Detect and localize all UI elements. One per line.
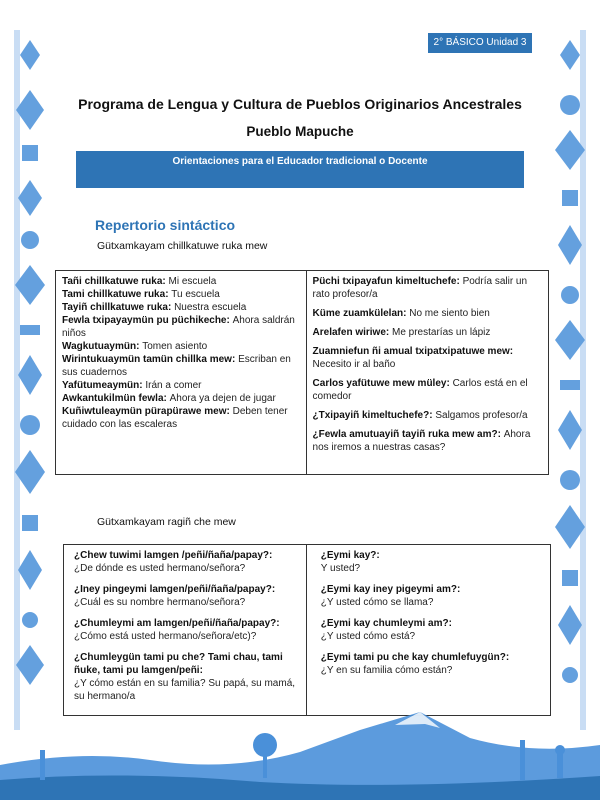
phrase-translation: Me prestarías un lápiz bbox=[392, 327, 491, 338]
phrase-entry bbox=[62, 392, 300, 405]
phrase-separator: : bbox=[139, 380, 146, 391]
phrase-translation: Mi escuela bbox=[168, 276, 217, 287]
phrase-mapudungun: Tañi chillkatuwe ruka bbox=[62, 276, 163, 287]
phrase-separator: : bbox=[376, 550, 380, 561]
phrase-translation: Escriban en sus cuadernos bbox=[62, 354, 291, 378]
phrase-entry bbox=[313, 345, 542, 371]
phrase-separator: : bbox=[497, 429, 504, 440]
phrase-entry bbox=[321, 549, 544, 575]
phrase-translation: ¿Y usted cómo se llama? bbox=[320, 597, 434, 608]
phrase-mapudungun: Küme zuamkülelan bbox=[312, 308, 404, 319]
phrase-translation: Nuestra escuela bbox=[174, 302, 247, 313]
phrase-separator: : bbox=[509, 346, 514, 357]
phrase-separator: : bbox=[271, 584, 276, 595]
phrase-translation: ¿Y usted cómo está? bbox=[320, 631, 416, 642]
subheading-family: Gütxamkayam ragiñ che mew bbox=[97, 516, 236, 528]
phrase-mapudungun: ¿Eymi tami pu che kay chumlefuygün? bbox=[320, 652, 506, 663]
phrase-entry bbox=[74, 549, 300, 575]
phrase-entry bbox=[62, 275, 300, 288]
school-phrases-left bbox=[56, 271, 307, 475]
phrase-translation: Tomen asiento bbox=[142, 341, 208, 352]
phrase-entry bbox=[62, 379, 300, 392]
phrase-mapudungun: Tami chillkatuwe ruka bbox=[62, 289, 166, 300]
phrase-mapudungun: Kuñiwtuleaymün pürapürawe mew bbox=[62, 406, 227, 417]
andes-landscape-art bbox=[0, 690, 600, 800]
phrase-mapudungun: Carlos yafütuwe mew müley bbox=[312, 378, 447, 389]
phrase-separator: : bbox=[269, 550, 273, 561]
phrase-separator: : bbox=[231, 354, 239, 365]
phrase-mapudungun: Yafütumeaymün bbox=[62, 380, 140, 391]
phrase-entry bbox=[62, 353, 300, 379]
phrase-mapudungun: Wirintukuaymün tamün chillka mew bbox=[62, 354, 232, 365]
subheading-school: Gütxamkayam chillkatuwe ruka mew bbox=[97, 240, 268, 252]
phrase-entry bbox=[313, 307, 542, 320]
phrase-entry bbox=[313, 377, 542, 403]
banner bbox=[76, 151, 524, 188]
phrase-mapudungun: ¿Eymi kay iney pigeymi am? bbox=[320, 584, 457, 595]
phrase-separator: : bbox=[226, 315, 233, 326]
phrase-separator: : bbox=[163, 393, 170, 404]
phrase-entry bbox=[62, 301, 300, 314]
phrase-mapudungun: ¿Iney pingeymi lamgen/peñi/ñaña/papay? bbox=[74, 584, 272, 595]
phrase-mapudungun: ¿Chumleymi am lamgen/peñi/ñaña/papay? bbox=[74, 618, 277, 629]
phrase-separator: : bbox=[456, 276, 463, 287]
phrase-separator: : bbox=[162, 276, 169, 287]
phrase-entry bbox=[74, 583, 300, 609]
phrase-translation: ¿Y cómo están en su familia? Su papá, su mamá, su hermano/a bbox=[74, 678, 296, 702]
phrase-entry bbox=[74, 617, 300, 643]
phrase-entry bbox=[313, 275, 542, 301]
phrase-translation: Ahora saldrán niños bbox=[62, 315, 295, 339]
document-title: Programa de Lengua y Cultura de Pueblos Originarios Ancestrales bbox=[78, 96, 522, 112]
phrase-translation: ¿Cómo está usted hermano/señora/etc)? bbox=[74, 631, 257, 642]
phrase-translation: ¿Cuál es su nombre hermano/señora? bbox=[74, 597, 246, 608]
phrase-translation: Podría salir un rato profesor/a bbox=[312, 276, 528, 300]
phrase-entry bbox=[62, 405, 300, 431]
school-phrases-table bbox=[55, 270, 549, 475]
phrase-separator: : bbox=[276, 618, 280, 629]
phrase-separator: : bbox=[385, 327, 392, 338]
phrase-separator: : bbox=[429, 410, 436, 421]
phrase-translation: Ahora ya dejen de jugar bbox=[169, 393, 276, 404]
grade-unit-badge: 2° BÁSICO Unidad 3 bbox=[428, 33, 532, 53]
phrase-mapudungun: ¿Eymi kay chumleymi am? bbox=[320, 618, 449, 629]
phrase-separator: : bbox=[448, 618, 452, 629]
document-subtitle: Pueblo Mapuche bbox=[246, 124, 354, 139]
phrase-mapudungun: ¿Fewla amutuayiñ tayiñ ruka mew am? bbox=[312, 429, 498, 440]
phrase-translation: Deben tener cuidado con las escaleras bbox=[62, 406, 288, 430]
phrase-separator: : bbox=[403, 308, 410, 319]
phrase-translation: No me siento bien bbox=[409, 308, 490, 319]
phrase-mapudungun: Wagkutuaymün bbox=[62, 341, 137, 352]
phrase-translation: Necesito ir al baño bbox=[312, 359, 396, 370]
phrase-mapudungun: Arelafen wiriwe bbox=[312, 327, 386, 338]
phrase-separator: : bbox=[226, 406, 233, 417]
phrase-translation: ¿De dónde es usted hermano/señora? bbox=[74, 563, 246, 574]
phrase-translation: Y usted? bbox=[320, 563, 361, 574]
phrase-translation: Salgamos profesor/a bbox=[435, 410, 528, 421]
phrase-separator: : bbox=[199, 665, 203, 676]
phrase-translation: ¿Y en su familia cómo están? bbox=[320, 665, 453, 676]
phrase-separator: : bbox=[456, 584, 461, 595]
phrase-separator: : bbox=[165, 289, 172, 300]
phrase-mapudungun: Awkantukilmün fewla bbox=[62, 393, 164, 404]
phrase-translation: Tu escuela bbox=[171, 289, 220, 300]
phrase-mapudungun: ¿Eymi kay? bbox=[320, 550, 377, 561]
banner-text: Orientaciones para el Educador tradicional o Docente bbox=[172, 156, 428, 167]
phrase-entry bbox=[321, 583, 544, 609]
phrase-translation: Irán a comer bbox=[145, 380, 202, 391]
phrase-entry bbox=[62, 314, 300, 340]
phrase-entry bbox=[321, 651, 544, 677]
phrase-separator: : bbox=[136, 341, 143, 352]
phrase-mapudungun: ¿Txipayiñ kimeltuchefe? bbox=[312, 410, 430, 421]
phrase-mapudungun: Püchi txipayafun kimeltuchefe bbox=[312, 276, 457, 287]
phrase-separator: : bbox=[505, 652, 510, 663]
phrase-entry bbox=[62, 288, 300, 301]
phrase-mapudungun: Zuamniefun ñi amual txipatxipatuwe mew bbox=[312, 346, 510, 357]
school-phrases-right bbox=[306, 271, 548, 475]
phrase-entry bbox=[313, 409, 542, 422]
phrase-entry bbox=[313, 326, 542, 339]
phrase-entry bbox=[313, 428, 542, 454]
phrase-mapudungun: Fewla txipayaymün pu püchikeche bbox=[62, 315, 227, 326]
phrase-entry bbox=[321, 617, 544, 643]
phrase-mapudungun: ¿Chumleygün tami pu che? Tami chau, tami ñuke, tami pu lamgen/peñi bbox=[74, 652, 283, 676]
phrase-mapudungun: ¿Chew tuwimi lamgen /peñi/ñaña/papay? bbox=[74, 550, 270, 561]
section-heading: Repertorio sintáctico bbox=[95, 217, 236, 233]
phrase-mapudungun: Tayiñ chillkatuwe ruka bbox=[62, 302, 168, 313]
phrase-translation: Carlos está en el comedor bbox=[312, 378, 528, 402]
phrase-separator: : bbox=[167, 302, 175, 313]
phrase-translation: Ahora nos iremos a nuestras casas? bbox=[312, 429, 531, 453]
phrase-separator: : bbox=[446, 378, 453, 389]
phrase-entry bbox=[62, 340, 300, 353]
